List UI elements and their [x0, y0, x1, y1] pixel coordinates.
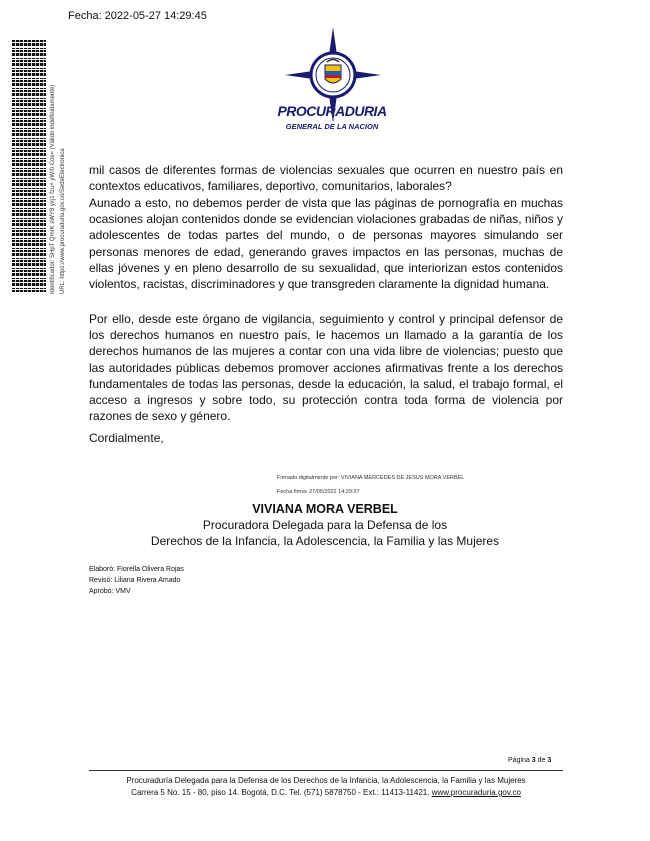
- paragraph-2: Aunado a esto, no debemos perder de vista que las páginas de pornografía en muchas ocasiones alojan contenidos donde se evidencian violaciones grabadas de niñas, niños y adolescentes de todas partes del mundo, o de personas mayores simulando ser personas menores de edad, generando graves impactos en las personas, muchas de ellas jóvenes y en pleno desarrollo de su sexualidad, que interiorizan estos contenidos violentos, racistas, discriminadores y que transgreden claramente la dignidad humana.: [89, 196, 563, 292]
- paragraph-1: mil casos de diferentes formas de violencias sexuales que ocurren en nuestro país en contextos educativos, familiares, deportivo, comunitarios, laborales?: [89, 163, 563, 194]
- page-total: 3: [547, 757, 552, 764]
- reviso: Revisó: Liliana Rivera Amado: [89, 577, 181, 584]
- barcode: [12, 40, 46, 292]
- identifier-text: Identificador: SHpT QmrK sWY8 yxj1 fzu+ yW/0 Cos= (Válido indefinidamente): [50, 84, 56, 294]
- page-mid: de: [535, 757, 548, 764]
- signer-name: VIVIANA MORA VERBEL: [252, 502, 398, 516]
- closing: Cordialmente,: [89, 431, 164, 445]
- footer-address: [89, 788, 563, 797]
- digital-signature: Firmado digitalmente por: VIVIANA MERCEDES DE JESUS MORA VERBEL: [277, 475, 465, 481]
- signer-role-line1: Procuradora Delegada para la Defensa de los: [202, 518, 448, 532]
- document-date: Fecha: 2022-05-27 14:29:45: [68, 10, 207, 22]
- logo-title: PROCURADURIA: [277, 103, 387, 119]
- website-link[interactable]: www.procuraduria.gov.co: [431, 788, 521, 797]
- footer-office: Procuraduría Delegada para la Defensa de los Derechos de la Infancia, la Adolescencia, la Familia y las Mujeres: [126, 776, 526, 785]
- url-text: URL: https://www.procuraduria.gov.co/SedeElectronica: [60, 148, 66, 294]
- signature-date: Fecha firma: 27/05/2022 14:29:37: [277, 489, 360, 495]
- page-number: [508, 757, 551, 764]
- elaboro: Elaboró: Fiorella Olivera Rojas: [89, 566, 184, 573]
- paragraph-3: Por ello, desde este órgano de vigilancia, seguimiento y control y principal defensor de los derechos humanos en nuestro país, le hacemos un llamado a la garantía de los derechos humanos de las mujeres a contar con una vida libre de violencias; puesto que las autoridades públicas debemos promover acciones afirmativas frente a los derechos fundamentales de todas las personas, desde la educación, la salud, el trabajo formal, el acceso a ingresos y sobre todo, su protección contra toda forma de violencia por razones de sexo y género.: [89, 312, 563, 424]
- page-current: 3: [531, 757, 536, 764]
- aprobo: Aprobó: VMV: [89, 588, 131, 595]
- signer-role-line2: Derechos de la Infancia, la Adolescencia, la Familia y las Mujeres: [150, 534, 500, 548]
- logo-subtitle: GENERAL DE LA NACION: [285, 122, 379, 131]
- page-prefix: Página: [508, 757, 532, 764]
- footer-address-text: Carrera 5 No. 15 - 80, piso 14. Bogotá, D.C. Tel. (571) 5878750 - Ext.: 11413-11421.: [131, 788, 432, 797]
- footer-divider: [89, 770, 563, 771]
